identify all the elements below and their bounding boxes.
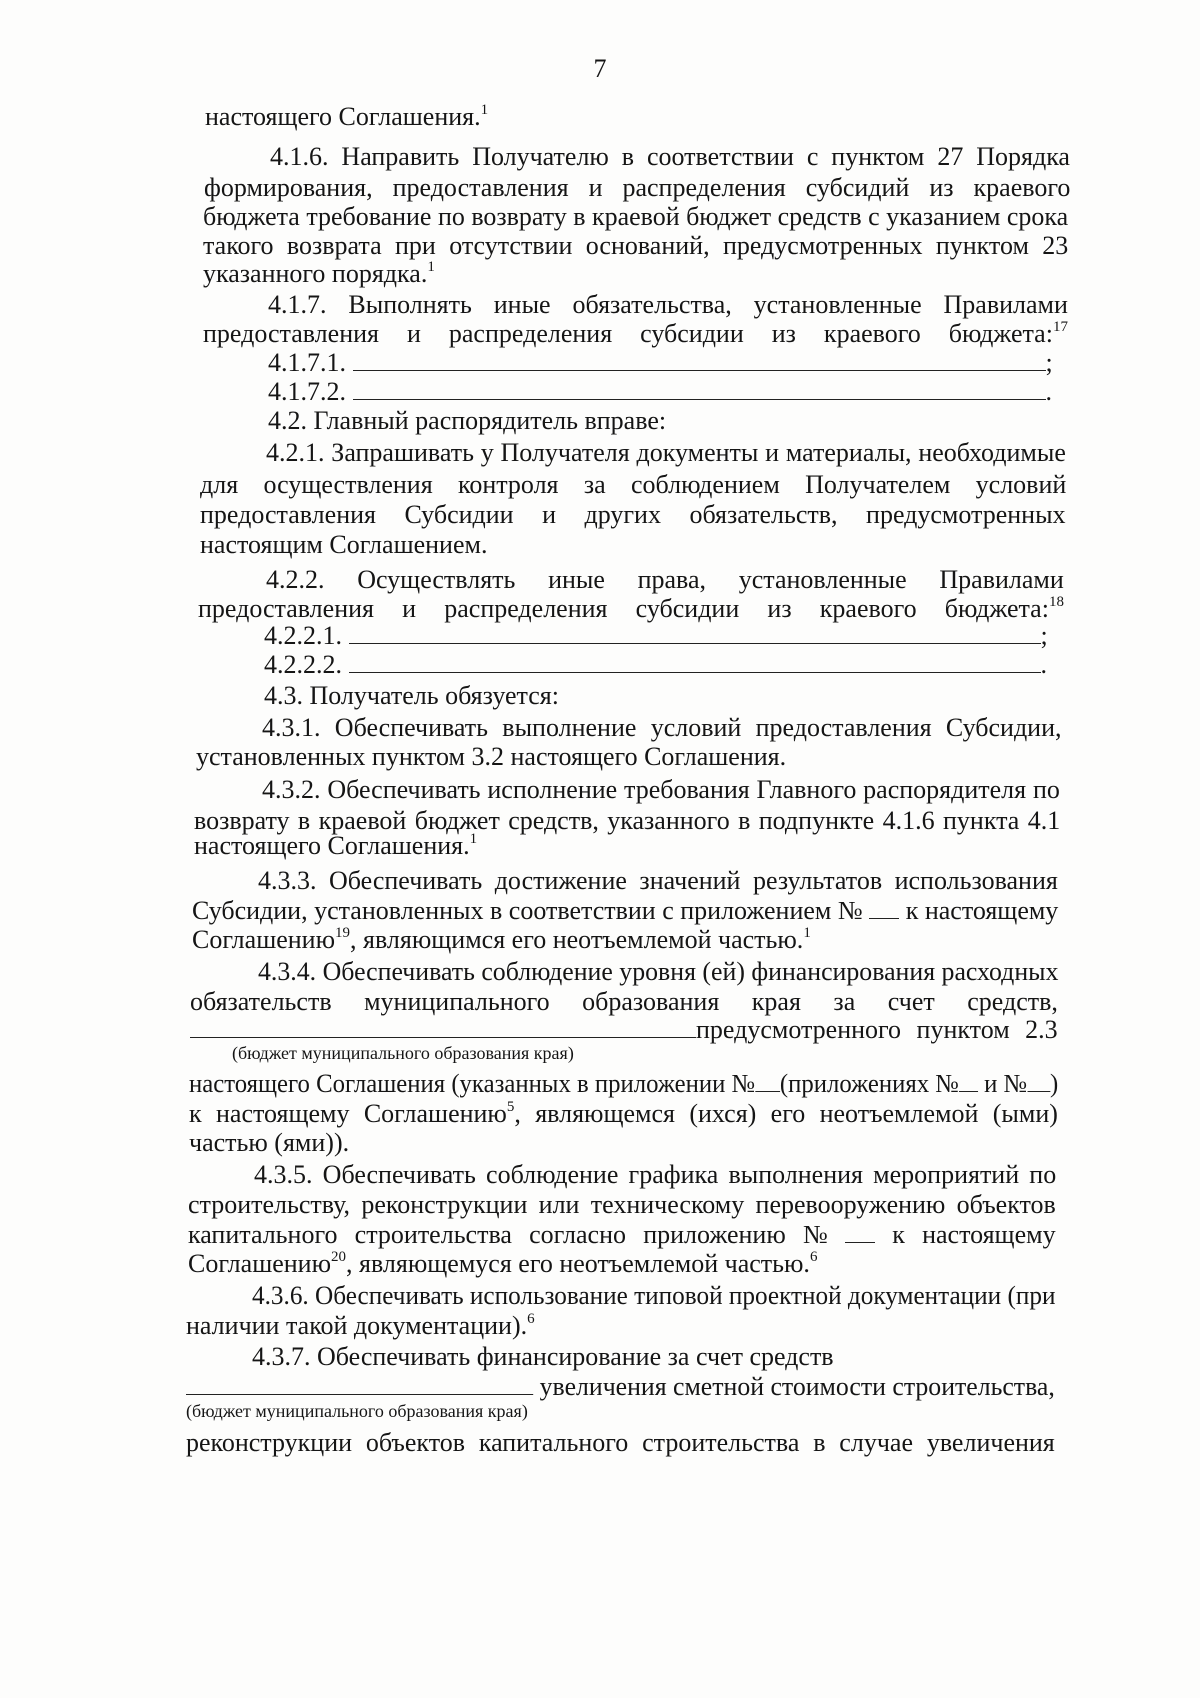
text-line: 4.3.7. Обеспечивать финансирование за счет средств <box>252 1342 834 1371</box>
text-line: для осуществления контроля за соблюдением Получателем условий <box>200 470 1067 499</box>
text-line: настоящего Соглашения.$^1$ <box>205 102 489 131</box>
text-line: 4.1.6. Направить Получателю в соответствии с пунктом 27 Порядка <box>270 142 1070 171</box>
text-line: указанного порядка.$^1$ <box>203 259 435 288</box>
text-line: наличии такой документации).$^6$ <box>186 1311 535 1340</box>
text-line: 4.2.2.2. . <box>264 650 1047 679</box>
text-line: 4.2. Главный распорядитель вправе: <box>268 406 667 435</box>
text-line: 4.3.1. Обеспечивать выполнение условий предоставления Субсидии, <box>262 713 1062 742</box>
text-line: капитального строительства согласно приложению № к настоящему <box>188 1220 1056 1249</box>
text-line: установленных пунктом 3.2 настоящего Соглашения. <box>196 742 787 771</box>
text-line: такого возврата при отсутствии оснований, предусмотренных пунктом 23 <box>203 231 1069 260</box>
blank-line <box>349 651 1041 673</box>
field-caption: (бюджет муниципального образования края) <box>232 1043 574 1063</box>
blank-line <box>349 622 1041 644</box>
footnote-ref: 6 <box>527 1311 535 1327</box>
blank-line <box>353 378 1046 400</box>
text-line: 4.1.7.2. . <box>268 377 1052 406</box>
text-line: настоящим Соглашением. <box>200 530 488 559</box>
blank-field <box>959 1071 978 1092</box>
text-line: обязательств муниципального образования края за счет средств, <box>190 987 1058 1016</box>
text-line: Соглашению$^{20}$, являющемуся его неотъемлемой частью.$^6$ <box>188 1249 818 1278</box>
blank-field <box>755 1071 780 1092</box>
text-line: 4.3.3. Обеспечивать достижение значений результатов использования <box>258 866 1058 895</box>
footnote-ref: 17 <box>1052 319 1068 335</box>
text-line: 4.2.2.1. ; <box>264 621 1048 650</box>
blank-field <box>845 1222 875 1243</box>
text-line: Соглашению$^{19}$, являющимся его неотъемлемой частью.$^1$ <box>192 925 811 954</box>
blank-line <box>190 1016 696 1038</box>
footnote-ref: 5 <box>506 1099 515 1115</box>
text-line: строительству, реконструкции или техническому перевооружению объектов <box>188 1190 1056 1219</box>
text-line: 4.1.7. Выполнять иные обязательства, установленные Правилами <box>268 290 1068 319</box>
text-line: 4.3. Получатель обязуется: <box>264 681 559 710</box>
text-line: бюджета требование по возврату в краевой бюджет средств с указанием срока <box>203 202 1069 231</box>
text-line: увеличения сметной стоимости строительства, <box>186 1372 1055 1402</box>
text-line: 4.3.4. Обеспечивать соблюдение уровня (ей) финансирования расходных <box>258 957 1059 986</box>
text-line: предоставления и распределения субсидии из краевого бюджета:$^{17}$ <box>203 319 1068 348</box>
footnote-ref: 18 <box>1048 594 1064 610</box>
text-line: формирования, предоставления и распределения субсидий из краевого <box>204 173 1071 202</box>
text-line: к настоящему Соглашению$^5$, являющемся (ихся) его неотъемлемой (ыми) <box>189 1099 1058 1128</box>
text-line: возврату в краевой бюджет средств, указанного в подпункте 4.1.6 пункта 4.1 <box>194 806 1061 835</box>
text-line: 4.3.2. Обеспечивать исполнение требования Главного распорядителя по <box>262 775 1060 804</box>
text-line: реконструкции объектов капитального строительства в случае увеличения <box>186 1428 1055 1457</box>
blank-line <box>186 1373 533 1395</box>
blank-field <box>1027 1071 1050 1092</box>
footnote-ref: 1 <box>469 831 478 847</box>
blank-line <box>353 349 1046 371</box>
text-line: настоящего Соглашения.$^1$ <box>194 831 478 860</box>
field-caption: (бюджет муниципального образования края) <box>186 1401 528 1421</box>
page-number: 7 <box>593 54 607 83</box>
text-line: 4.3.5. Обеспечивать соблюдение графика выполнения мероприятий по <box>254 1160 1057 1189</box>
footnote-ref: 6 <box>809 1249 818 1265</box>
text-line: 4.2.2. Осуществлять иные права, установленные Правилами <box>266 565 1064 594</box>
footnote-ref: 19 <box>335 925 351 941</box>
footnote-ref: 1 <box>480 102 489 118</box>
text-line: предусмотренного пунктом 2.3 <box>190 1015 1058 1045</box>
footnote-ref: 20 <box>331 1249 347 1265</box>
footnote-ref: 1 <box>803 925 811 941</box>
text-line: 4.3.6. Обеспечивать использование типовой проектной документации (при <box>252 1281 1056 1310</box>
text-line: настоящего Соглашения (указанных в приложении № (приложениях № и № ) <box>189 1069 1059 1098</box>
text-line: 4.2.1. Запрашивать у Получателя документы и материалы, необходимые <box>266 438 1066 467</box>
text-line: 4.1.7.1. ; <box>268 348 1053 377</box>
text-line: Субсидии, установленных в соответствии с приложением № к настоящему <box>192 896 1059 925</box>
blank-field <box>869 898 899 919</box>
text-line: предоставления Субсидии и других обязательств, предусмотренных <box>200 500 1066 529</box>
text-line: предоставления и распределения субсидии из краевого бюджета:$^{18}$ <box>198 594 1064 623</box>
text-line: частью (ями)). <box>189 1128 350 1157</box>
footnote-ref: 1 <box>427 259 435 275</box>
